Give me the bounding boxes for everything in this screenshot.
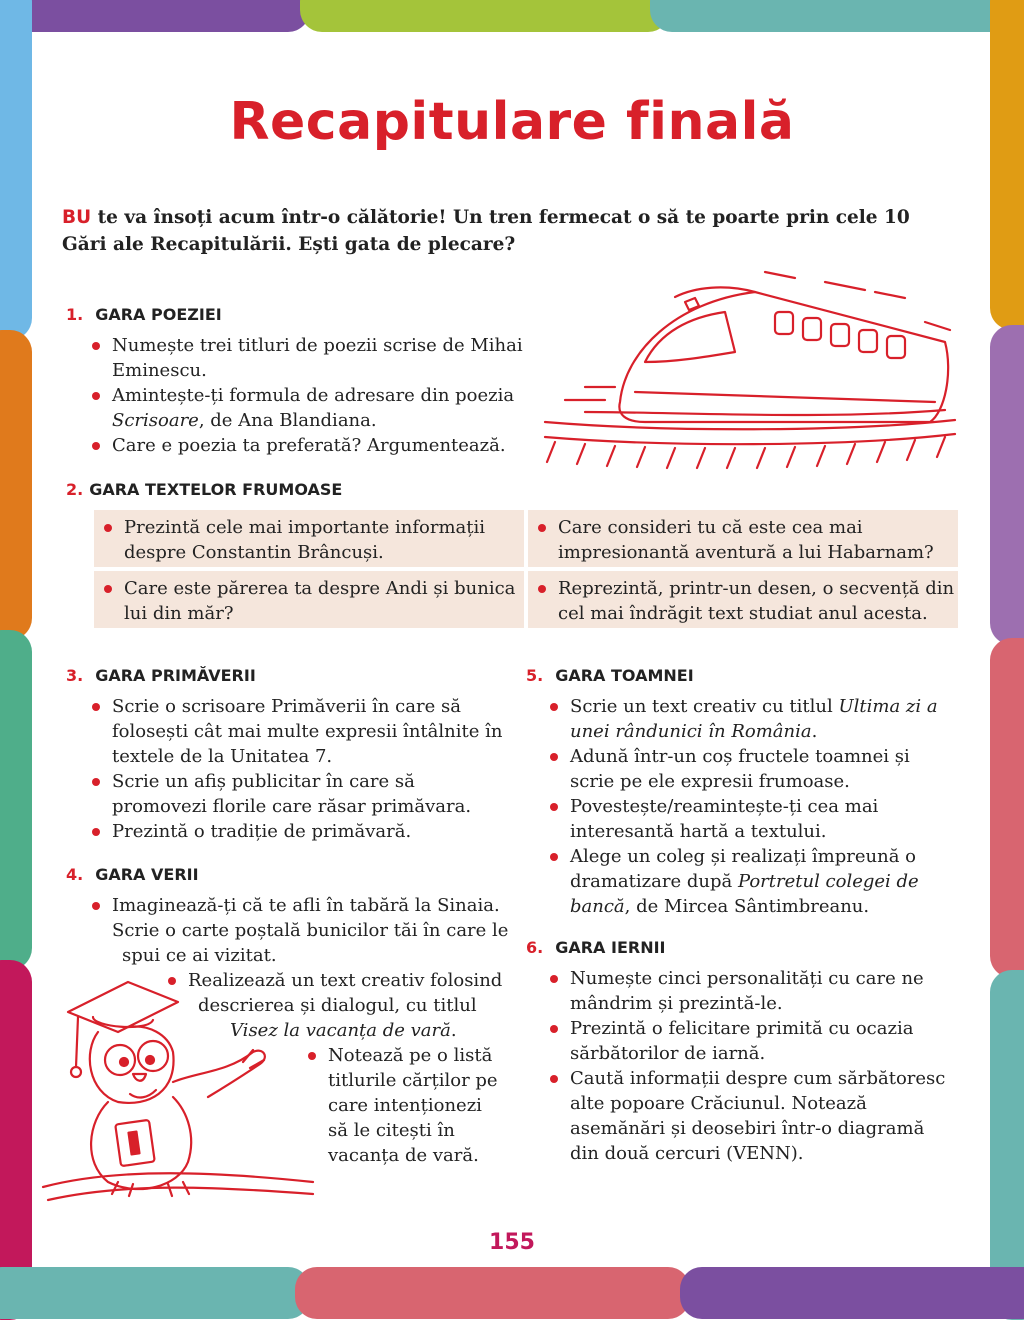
line: Scrie o carte poștală bunicilor tăi în care le: [112, 920, 509, 941]
section-heading: [66, 865, 199, 884]
list-item: Prezintă o tradiție de primăvară.: [90, 819, 510, 844]
list-item: Reprezintă, printr-un desen, o secvență din cel mai îndrăgit text studiat anul acesta.: [536, 576, 958, 626]
list-item: Numește cinci personalități cu care ne mândrim și prezintă-le.: [548, 966, 958, 1016]
section-heading: [66, 666, 256, 685]
section-list: [548, 694, 958, 919]
frame-bar: [0, 1267, 310, 1319]
line: să le citești în: [328, 1120, 455, 1141]
line: descrierea și dialogul, cu titlul: [198, 995, 477, 1016]
list-item: Povestește/reamintește-ți cea mai interesantă hartă a textului.: [548, 794, 958, 844]
train-illustration: [525, 262, 965, 490]
list-item: Care e poezia ta preferată? Argumentează.: [90, 433, 530, 458]
section-heading: [526, 666, 694, 685]
frame-bar: [0, 0, 310, 32]
grid-cell: [528, 510, 958, 567]
bu-label: BU: [62, 207, 92, 228]
section-number: 5.: [526, 666, 544, 685]
line: spui ce ai vizitat.: [122, 945, 277, 966]
frame-bar: [0, 330, 32, 640]
section-number: 2.: [66, 480, 84, 499]
frame-bar: [0, 960, 32, 1320]
line: care intenționezi: [328, 1095, 482, 1116]
list-item: Care este părerea ta despre Andi și bunica lui din măr?: [102, 576, 524, 626]
owl-illustration: [38, 972, 318, 1222]
bullet: [92, 902, 100, 910]
section-heading: [66, 480, 342, 499]
line: Notează pe o listă: [328, 1045, 493, 1066]
list-item-text: Alege un coleg și realizați împreună o dramatizare după: [570, 846, 917, 892]
frame-bar: [295, 1267, 690, 1319]
grid-cell: [94, 510, 524, 567]
section-title: GARA IERNII: [555, 938, 666, 957]
list-item: Adună într-un coș fructele toamnei și scrie pe ele expresii frumoase.: [548, 744, 958, 794]
italic-title: Ultima zi a unei rândunici în România: [570, 696, 938, 742]
list-item: [90, 893, 530, 968]
section-title: GARA POEZIEI: [95, 305, 222, 324]
list-item: Scrie o scrisoare Primăverii în care să folosești cât mai multe expresii întâlnite în textele de la Unitatea 7.: [90, 694, 510, 769]
section-title: GARA TOAMNEI: [555, 666, 694, 685]
section-title: GARA PRIMĂVERII: [95, 666, 256, 685]
section-title: GARA TEXTELOR FRUMOASE: [89, 480, 343, 499]
section-list: [90, 333, 530, 458]
section-number: 3.: [66, 666, 84, 685]
frame-bar: [0, 0, 32, 340]
list-item: Prezintă cele mai importante informații despre Constantin Brâncuși.: [102, 515, 524, 565]
list-item: Prezintă o felicitare primită cu ocazia sărbătorilor de iarnă.: [548, 1016, 958, 1066]
frame-bar: [990, 0, 1024, 330]
frame-bar: [0, 630, 32, 970]
section-list: [90, 694, 510, 844]
frame-bar: [990, 638, 1024, 978]
list-item-text: .: [811, 721, 818, 742]
grid-cell: [94, 571, 524, 628]
intro-paragraph: [62, 204, 942, 258]
frame-bar: [990, 325, 1024, 645]
section-2-grid: [94, 510, 958, 628]
list-item: Numește trei titluri de poezii scrise de Mihai Eminescu.: [90, 333, 530, 383]
section-heading: [66, 305, 222, 324]
section-heading: [526, 938, 666, 957]
list-item: [548, 844, 958, 919]
line: Realizează un text creativ folosind: [188, 970, 503, 991]
section-number: 6.: [526, 938, 544, 957]
section-title: GARA VERII: [95, 865, 199, 884]
frame-bar: [300, 0, 670, 32]
list-item: Scrie un afiș publicitar în care să promovezi florile care răsar primăvara.: [90, 769, 510, 819]
intro-text: te va însoți acum într-o călătorie! Un tren fermecat o să te poarte prin cele 10 Gări ale Recapitulării. Ești gata de plecare?: [62, 207, 910, 255]
frame-bar: [680, 1267, 1024, 1319]
list-item: [90, 383, 530, 433]
line: titlurile cărților pe: [328, 1070, 498, 1091]
italic-title: Portretul colegei de bancă: [570, 871, 919, 917]
list-item: Caută informații despre cum sărbătoresc alte popoare Crăciunul. Notează asemănări și deosebiri într-o diagramă din două cercuri (VENN).: [548, 1066, 958, 1166]
section-list: [548, 966, 958, 1166]
italic-title: Scrisoare: [112, 410, 199, 431]
section-number: 4.: [66, 865, 84, 884]
list-item-text: , de Mircea Sântimbreanu.: [624, 896, 870, 917]
line-end: .: [450, 1020, 457, 1041]
line: Imaginează-ți că te afli în tabără la Sinaia.: [112, 895, 500, 916]
grid-cell: [528, 571, 958, 628]
list-item: [548, 694, 958, 744]
italic-title: Visez la vacanța de vară: [230, 1020, 451, 1041]
page-number: 155: [489, 1230, 535, 1255]
list-item: Care consideri tu că este cea mai impresionantă aventură a lui Habarnam?: [536, 515, 958, 565]
list-item-text: , de Ana Blandiana.: [198, 410, 377, 431]
line: vacanța de vară.: [328, 1145, 479, 1166]
section-number: 1.: [66, 305, 84, 324]
page-title: Recapitulare finală: [229, 92, 795, 152]
list-item-text: Amintește-ți formula de adresare din poezia: [112, 385, 515, 406]
list-item-text: Scrie un text creativ cu titlul: [570, 696, 839, 717]
frame-bar: [650, 0, 1024, 32]
